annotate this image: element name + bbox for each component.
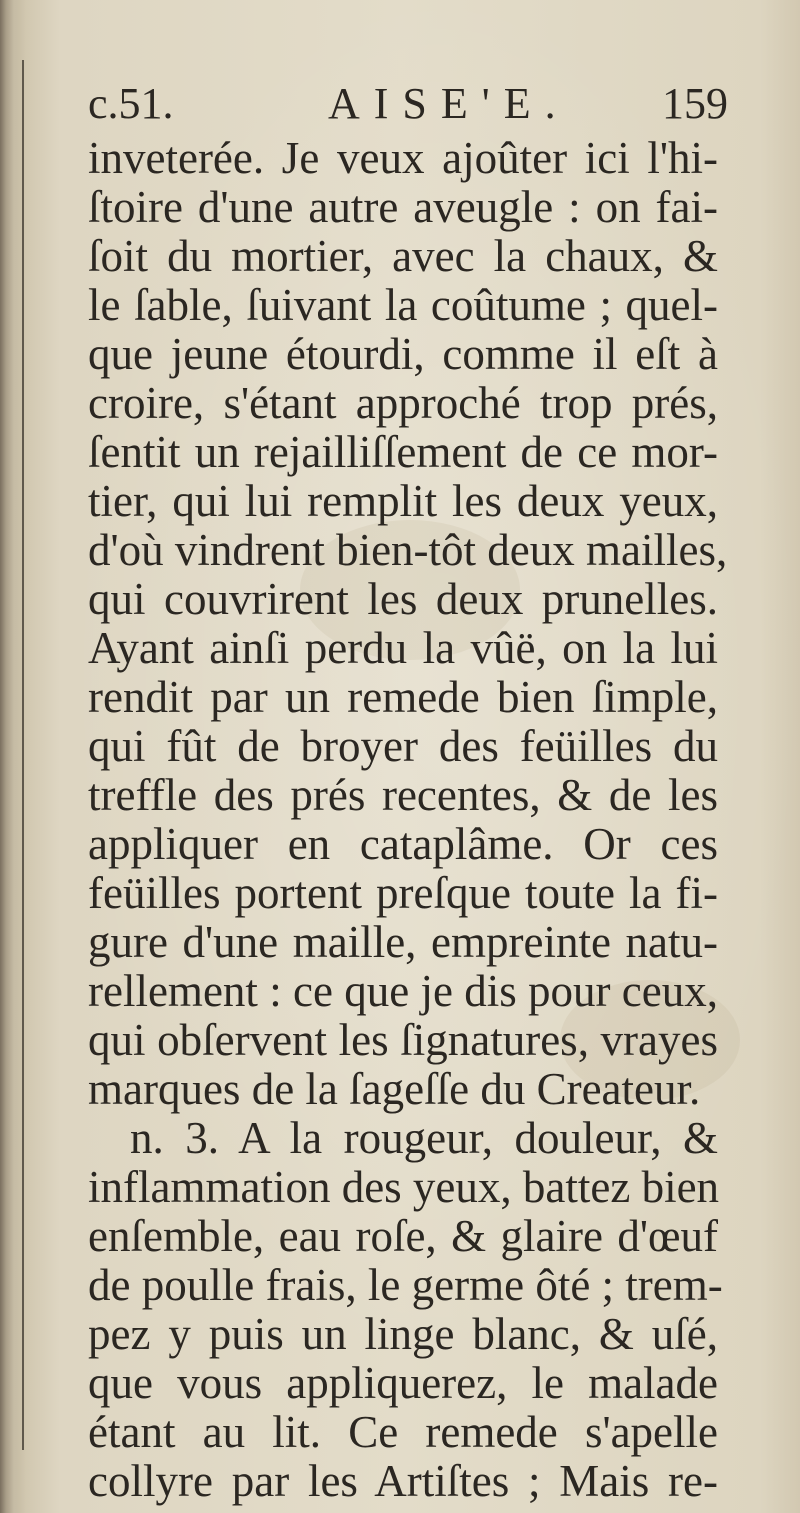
body-text — [88, 133, 728, 1506]
text-line: inflammation des yeux, battez bien — [88, 1162, 720, 1212]
text-line: marques de la ſageſſe du Createur. — [88, 1064, 701, 1114]
text-line: rellement : ce que je dis pour ceux, — [88, 966, 718, 1016]
text-line: pez y puis un linge blanc, & uſé, — [88, 1309, 718, 1359]
text-line: qui couvrirent les deux prunelles. — [88, 574, 718, 624]
text-line: ſtoire d'une autre aveugle : on fai- — [88, 182, 718, 232]
text-line: tier, qui lui remplit les deux yeux, — [88, 476, 718, 526]
text-line: collyre par les Artiſtes ; Mais re- — [88, 1456, 718, 1506]
text-line: Ayant ainſi perdu la vûë, on la lui — [88, 623, 718, 673]
text-line: qui fût de broyer des feüilles du — [88, 721, 718, 771]
text-line: que vous appliquerez, le malade — [88, 1358, 718, 1408]
text-line: inveterée. Je veux ajoûter ici l'hi- — [88, 133, 718, 183]
text-line: n. 3. A la rougeur, douleur, & — [130, 1113, 718, 1163]
text-line: étant au lit. Ce remede s'apelle — [88, 1407, 718, 1457]
text-line: rendit par un remede bien ſimple, — [88, 672, 718, 722]
text-line: gure d'une maille, empreinte natu- — [88, 917, 718, 967]
text-line: que jeune étourdi, comme il eſt à — [88, 329, 718, 379]
running-title: AISE'E. — [328, 79, 570, 128]
running-header — [88, 78, 728, 138]
text-line: le ſable, ſuivant la coûtume ; quel- — [88, 280, 718, 330]
text-line: croire, s'étant approché trop prés, — [88, 378, 718, 428]
text-line: feüilles portent preſque toute la fi- — [88, 868, 718, 918]
text-line: ſoit du mortier, avec la chaux, & — [88, 231, 718, 281]
text-line: ſentit un rejailliſſement de ce mor- — [88, 427, 718, 477]
text-line: treffle des prés recentes, & de les — [88, 770, 718, 820]
text-line: qui obſervent les ſignatures, vrayes — [88, 1015, 718, 1065]
text-line: appliquer en cataplâme. Or ces — [88, 819, 718, 869]
text-line: d'où vindrent bien-tôt deux mailles, — [88, 525, 728, 575]
binding-gutter-line — [22, 60, 24, 1450]
chapter-signature: c.51. — [88, 79, 174, 128]
page-number: 159 — [662, 79, 728, 128]
text-line: enſemble, eau roſe, & glaire d'œuf — [88, 1211, 718, 1261]
text-line: de poulle frais, le germe ôté ; trem- — [88, 1260, 723, 1310]
